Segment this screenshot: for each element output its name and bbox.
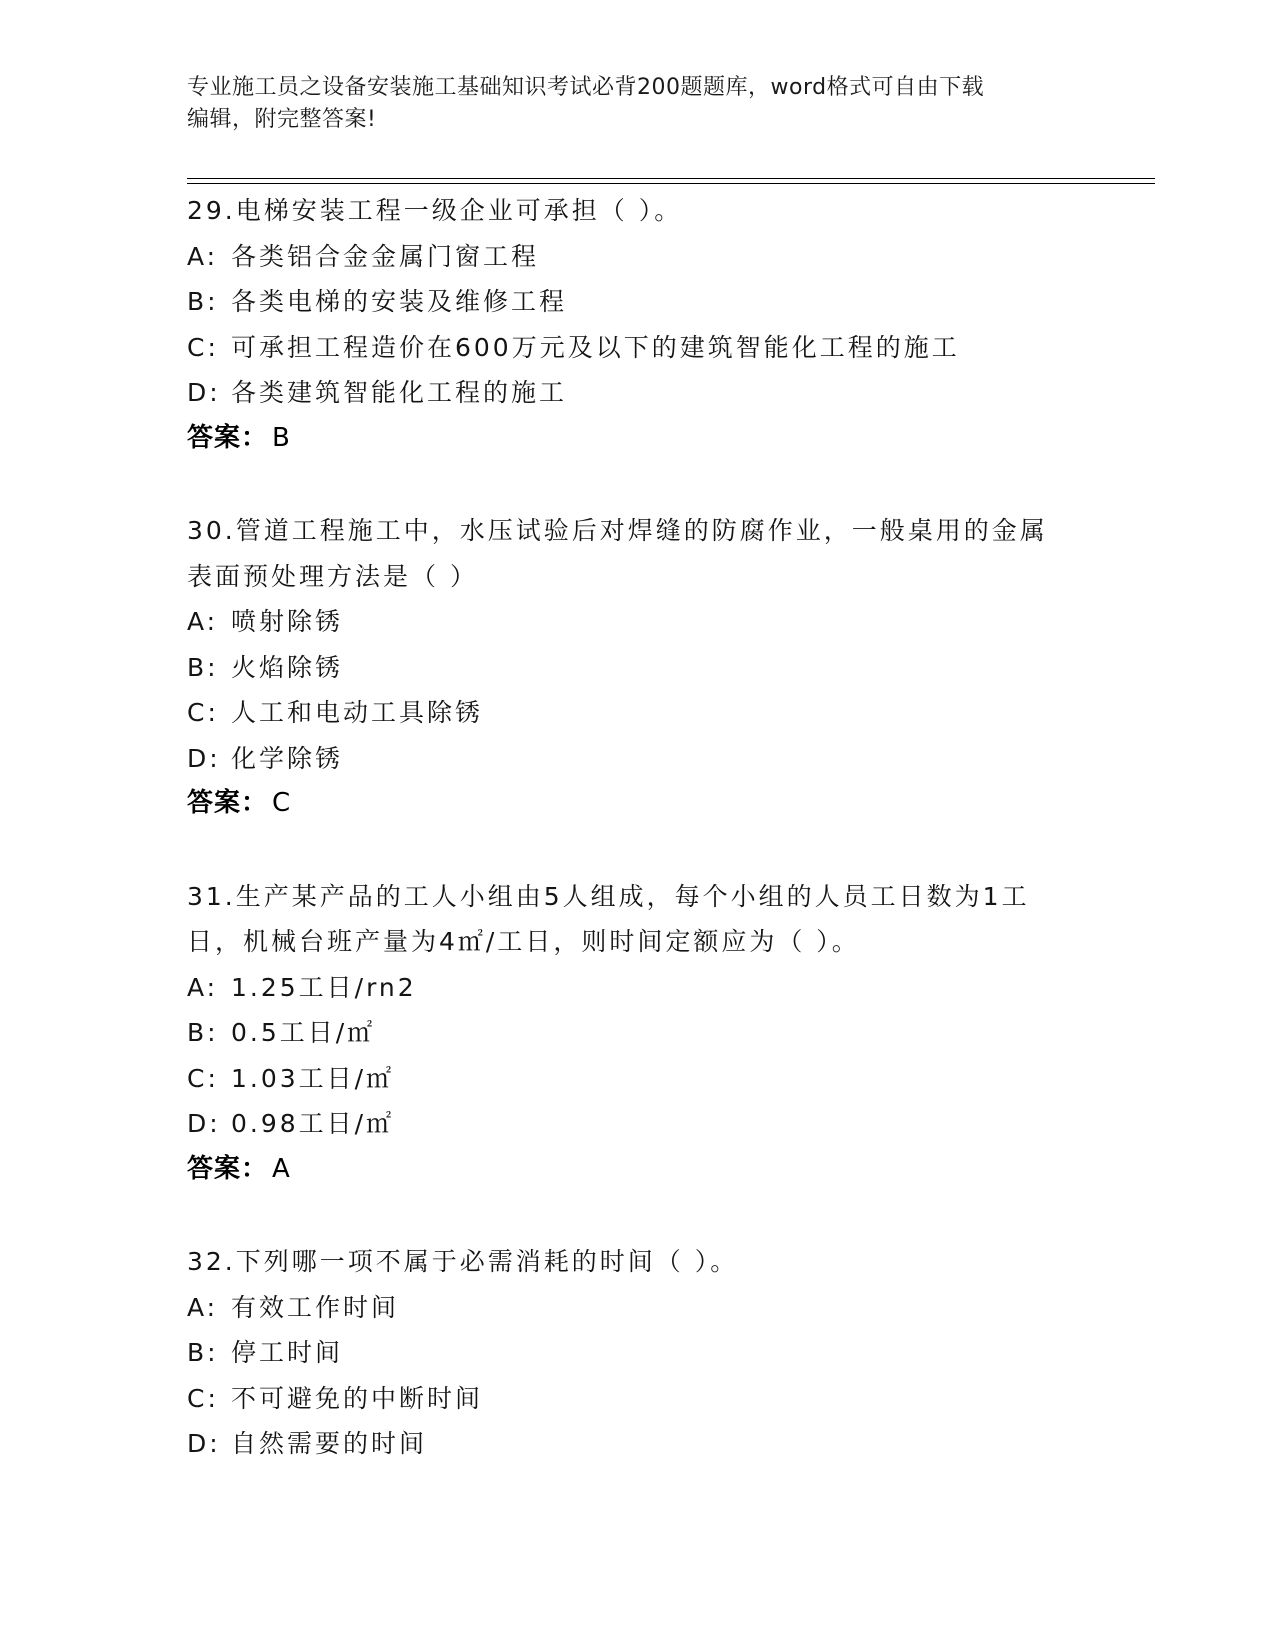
option-letter: A:	[187, 1292, 219, 1322]
option-d	[187, 736, 1087, 782]
option-letter: B:	[187, 1018, 219, 1047]
answer-label: 答案：	[187, 422, 269, 453]
question-stem-line-1: 31.生产某产品的工人小组由5人组成，每个小组的人员工日数为1工	[187, 881, 1030, 911]
option-letter: B:	[187, 1338, 219, 1367]
question-31	[187, 874, 1087, 1193]
question-list	[187, 188, 1087, 1514]
answer-line	[187, 416, 1087, 462]
option-b	[187, 1010, 1087, 1056]
question-stem-line-1: 30.管道工程施工中，水压试验后对焊缝的防腐作业，一般桌用的金属	[187, 516, 1048, 545]
option-letter: A:	[187, 607, 219, 636]
option-letter: A:	[187, 241, 219, 271]
option-letter: B:	[187, 652, 219, 682]
option-text: 0.5工日/㎡	[231, 1018, 376, 1047]
option-letter: A:	[187, 972, 219, 1002]
question-29	[187, 188, 1087, 461]
question-32	[187, 1239, 1087, 1467]
option-b	[187, 1330, 1087, 1376]
question-30	[187, 508, 1087, 827]
option-text: 化学除锈	[231, 743, 344, 773]
option-text: 人工和电动工具除锈	[231, 698, 484, 727]
header-divider-top	[187, 178, 1155, 179]
answer-label: 答案：	[187, 1153, 269, 1184]
option-text: 停工时间	[231, 1338, 344, 1367]
option-a	[187, 965, 1087, 1011]
option-letter: B:	[187, 287, 219, 316]
option-c	[187, 325, 1087, 371]
header-divider-bottom	[187, 183, 1155, 184]
answer-value: B	[272, 422, 291, 453]
answer-line	[187, 781, 1087, 827]
option-text: 不可避免的中断时间	[231, 1383, 484, 1413]
option-letter: D:	[187, 378, 221, 407]
document-header	[187, 72, 1087, 136]
question-stem-line-2: 日，机械台班产量为4㎡/工日，则时间定额应为（ ）。	[187, 927, 860, 956]
option-text: 自然需要的时间	[231, 1429, 428, 1458]
option-text: 各类铝合金金属门窗工程	[231, 241, 540, 271]
option-d	[187, 1421, 1087, 1467]
option-letter: D:	[187, 1109, 221, 1138]
option-text: 有效工作时间	[231, 1292, 400, 1322]
option-letter: D:	[187, 743, 221, 773]
option-c	[187, 1376, 1087, 1422]
option-b	[187, 279, 1087, 325]
option-text: 各类建筑智能化工程的施工	[231, 378, 568, 407]
question-stem: 29.电梯安装工程一级企业可承担（ ）。	[187, 196, 683, 225]
option-text: 各类电梯的安装及维修工程	[231, 287, 568, 316]
option-text: 1.25工日/rn2	[231, 972, 417, 1002]
option-c	[187, 1056, 1087, 1102]
option-text: 喷射除锈	[231, 607, 344, 636]
option-a	[187, 599, 1087, 645]
option-c	[187, 690, 1087, 736]
answer-label: 答案：	[187, 788, 269, 818]
option-text: 0.98工日/㎡	[231, 1109, 395, 1138]
answer-value: C	[272, 788, 292, 818]
option-b	[187, 645, 1087, 691]
question-stem: 32.下列哪一项不属于必需消耗的时间（ ）。	[187, 1247, 739, 1276]
option-text: 火焰除锈	[231, 652, 344, 682]
option-a	[187, 1285, 1087, 1331]
option-text: 可承担工程造价在600万元及以下的建筑智能化工程的施工	[231, 332, 960, 362]
option-letter: D:	[187, 1429, 221, 1458]
option-letter: C:	[187, 698, 219, 727]
question-stem-line-2: 表面预处理方法是（ ）	[187, 561, 478, 591]
option-letter: C:	[187, 332, 219, 362]
answer-value: A	[272, 1153, 291, 1184]
header-line-2: 编辑，附完整答案!	[187, 107, 377, 132]
answer-line	[187, 1147, 1087, 1193]
option-d	[187, 1101, 1087, 1147]
header-line-1: 专业施工员之设备安装施工基础知识考试必背200题题库，word格式可自由下载	[187, 75, 985, 100]
option-letter: C:	[187, 1063, 219, 1093]
option-letter: C:	[187, 1383, 219, 1413]
option-d	[187, 370, 1087, 416]
option-a	[187, 234, 1087, 280]
option-text: 1.03工日/㎡	[231, 1063, 395, 1093]
